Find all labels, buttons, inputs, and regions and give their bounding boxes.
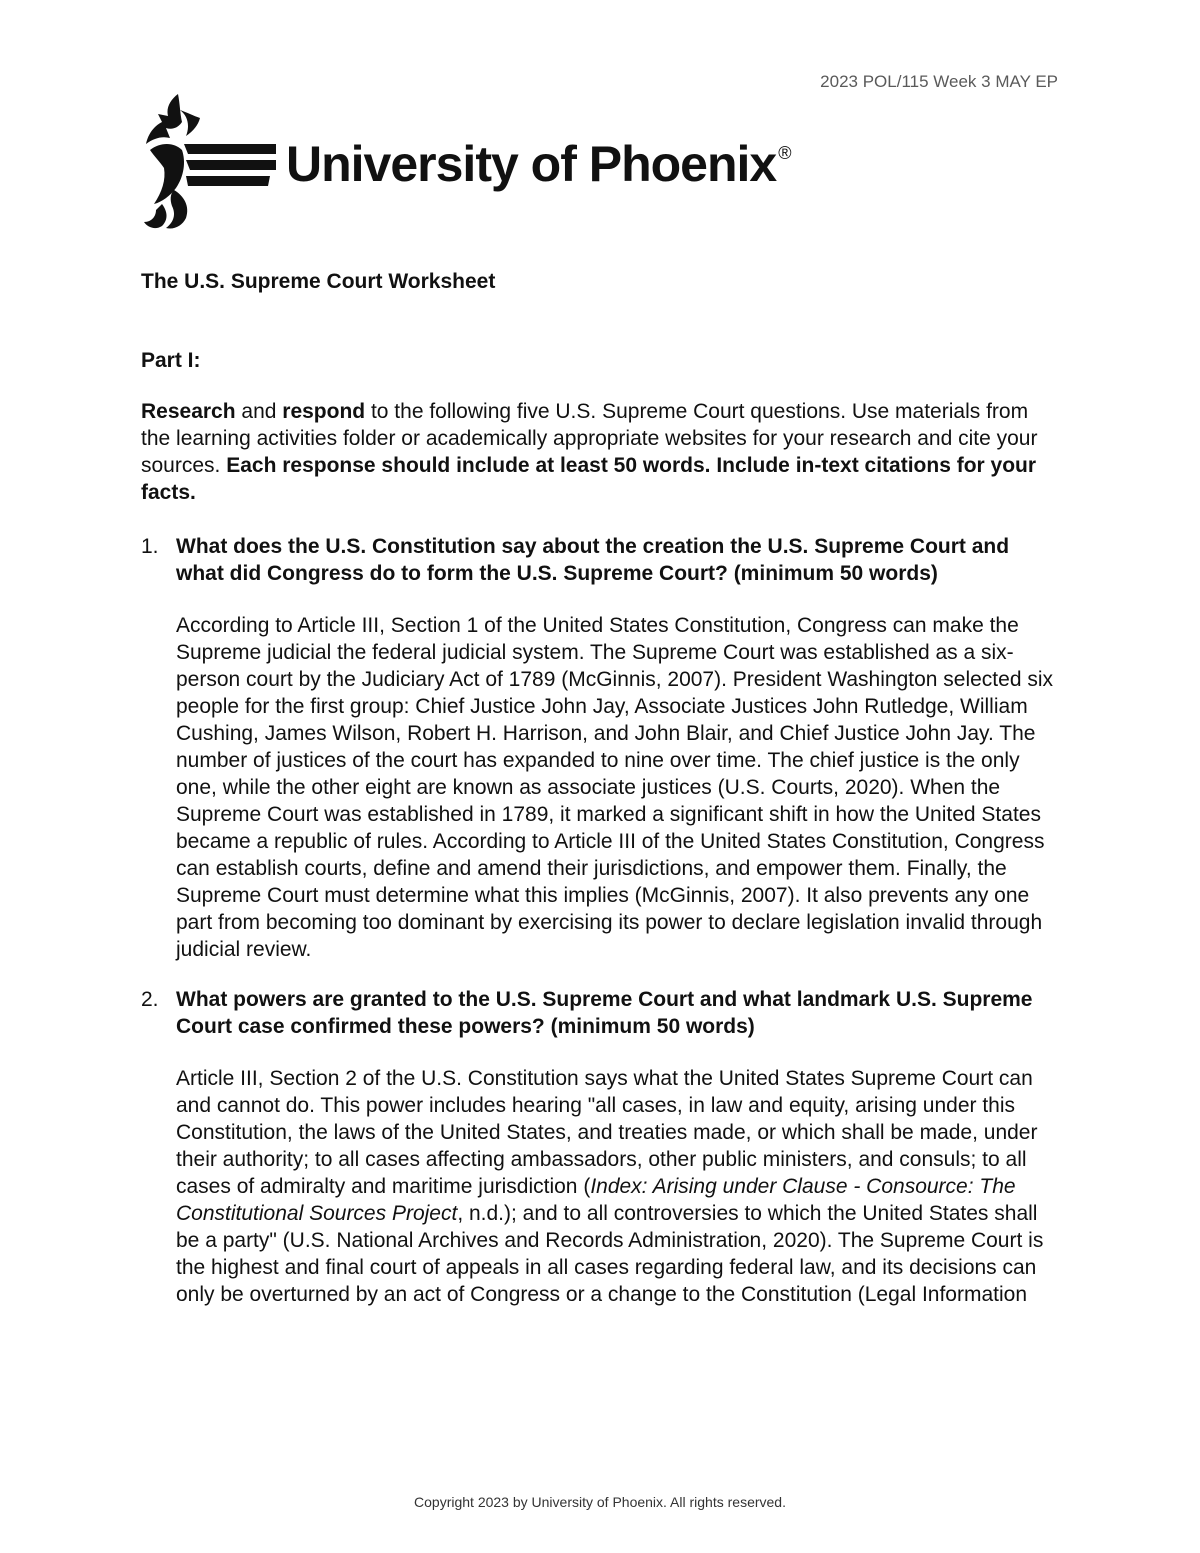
answer-text: According to Article III, Section 1 of the United States Constitution, Congress can make the Supreme judicial the federal judicial system. The Supreme Court was established as a six-person court by the Judiciary Act of 1789 (McGinnis, 2007). President Washington selected six people for the first group: Chief Justice John Jay, Associate Justices John Rutledge, William Cushing, James Wilson, Robert H. Harrison, and John Blair, and Chief Justice John Jay. The number of justices of the court has expanded to nine over time. The chief justice is the only one, while the other eight are known as associate justices (U.S. Courts, 2020). When the Supreme Court was established in 1789, it marked a significant shift in how the United States became a republic of rules. According to Article III of the United States Constitution, Congress can establish courts, define and amend their jurisdictions, and empower them. Finally, the Supreme Court must determine what this implies (McGinnis, 2007). It also prevents any one part from becoming too dominant by exercising its power to declare legislation invalid through judicial review. [176,614,1053,961]
question-item-1 [141,533,1061,963]
citation-title: Index: Arising under Clause - Consource: The Constitutional Sources Project [176,1175,1016,1225]
course-code-header: 2023 POL/115 Week 3 MAY EP [820,72,1058,91]
question-number: 2. [141,988,159,1011]
answer-text [176,1065,1061,1308]
intro-text: to the following five U.S. Supreme Court questions. Use materials from the learning activities folder or academically appropriate websites for your research and cite your sources. [141,400,1038,477]
question-number: 1. [141,535,159,558]
question-text: What does the U.S. Constitution say about the creation the U.S. Supreme Court and what did Congress do to form the U.S. Supreme Court? (minimum 50 words) [176,535,1010,585]
answer-text-part2: , n.d.); and to all controversies to which the United States shall be a party" (U.S. National Archives and Records Administration, 2020). The Supreme Court is the highest and final court of appeals in all cases regarding federal law, and its decisions can only be overturned by an act of Congress or a change to the Constitution (Legal Information [176,1202,1044,1306]
document-title: The U.S. Supreme Court Worksheet [141,270,496,293]
part-label: Part I: [141,349,201,372]
university-logo [140,92,791,230]
question-text: What powers are granted to the U.S. Supreme Court and what landmark U.S. Supreme Court case confirmed these powers? (minimum 50 words) [176,988,1033,1038]
logo-wordmark-text: University of Phoenix [286,136,777,192]
logo-wordmark [286,135,791,193]
phoenix-bird-icon [140,92,276,230]
intro-research: Research [141,400,236,423]
question-item-2 [141,986,1061,1308]
intro-and: and [235,400,283,423]
intro-requirement: Each response should include at least 50 words. Include in-text citations for your facts. [141,454,1037,504]
registered-mark: ® [778,143,791,163]
answer-text-part1: Article III, Section 2 of the U.S. Constitution says what the United States Supreme Court can and cannot do. This power includes hearing "all cases, in law and equity, arising under this Constitution, the laws of the United States, and treaties made, or which shall be made, under their authority; to all cases affecting ambassadors, other public ministers, and consuls; to all cases of admiralty and maritime jurisdiction ( [176,1067,1038,1198]
intro-respond: respond [282,400,366,423]
copyright-footer: Copyright 2023 by University of Phoenix. All rights reserved. [414,1494,786,1510]
instructions-paragraph [141,398,1061,506]
question-list [141,533,1061,1308]
worksheet-content [141,268,1061,1331]
